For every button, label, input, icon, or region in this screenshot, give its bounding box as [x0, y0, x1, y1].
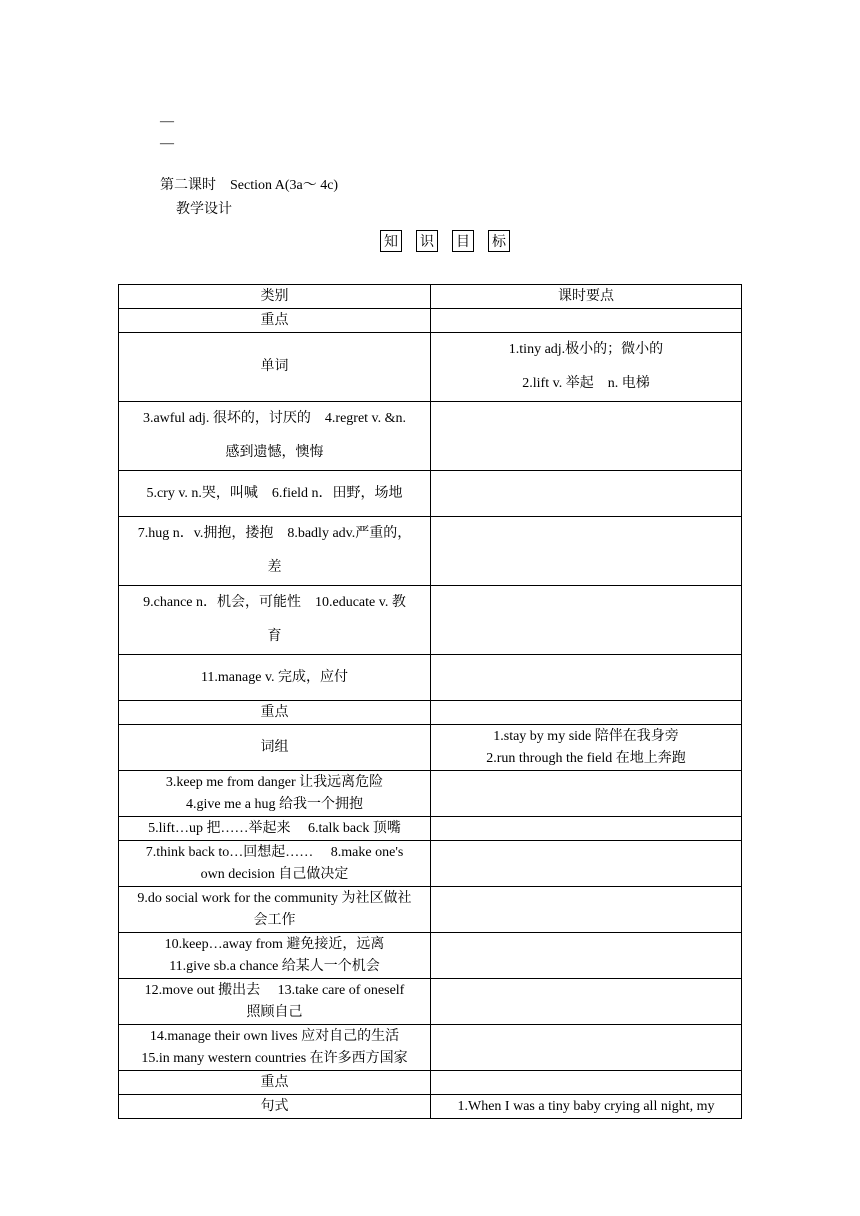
category-cell [119, 1025, 431, 1071]
key-points-cell [431, 517, 742, 586]
key-points-cell [431, 701, 742, 725]
cell-text-line: 7.hug n．v.拥抱，搂抱 8.badly adv.严重的， [137, 526, 412, 541]
heading-char-box: 知 [380, 230, 402, 252]
key-points-cell [431, 817, 742, 841]
table-row [119, 817, 742, 841]
section-subtitle: 教学设计 [176, 201, 232, 217]
heading-char-box: 标 [488, 230, 510, 252]
table-row [119, 586, 742, 655]
table-row [119, 1025, 742, 1071]
category-cell [119, 979, 431, 1025]
cell-text-line: 9.chance n．机会，可能性 10.educate v. 教 [143, 595, 406, 610]
category-cell [119, 841, 431, 887]
table-row [119, 471, 742, 517]
cell-text-line: 7.think back to…回想起…… 8.make one's [145, 844, 404, 860]
cell-text-line: 育 [267, 629, 282, 644]
category-cell [119, 309, 431, 333]
cell-text-line: 11.give sb.a chance 给某人一个机会 [169, 958, 380, 974]
key-points-cell [431, 1071, 742, 1095]
cell-text-line: 重点 [260, 312, 289, 328]
key-points-cell [431, 655, 742, 701]
knowledge-goal-heading [380, 230, 510, 252]
cell-text-line: 3.keep me from danger 让我远离危险 [165, 774, 384, 790]
category-cell [119, 771, 431, 817]
table-row [119, 701, 742, 725]
table-row [119, 402, 742, 471]
cell-text-line: 12.move out 搬出去 13.take care of oneself [144, 982, 405, 998]
key-points-cell [431, 1095, 742, 1119]
category-cell [119, 887, 431, 933]
key-points-cell [431, 586, 742, 655]
table-row [119, 887, 742, 933]
lesson-label: 第二课时 [160, 178, 216, 193]
table-row [119, 309, 742, 333]
category-cell [119, 701, 431, 725]
table-row [119, 933, 742, 979]
category-cell [119, 817, 431, 841]
category-cell [119, 725, 431, 771]
table-row [119, 771, 742, 817]
table-row [119, 841, 742, 887]
cell-text-line: 5.cry v. n.哭，叫喊 6.field n．田野，场地 [146, 485, 403, 501]
cell-text-line: 15.in many western countries 在许多西方国家 [141, 1050, 408, 1066]
cell-text-line: 感到遗憾，懊悔 [225, 445, 324, 460]
table-row [119, 1095, 742, 1119]
cell-text-line: 1.When I was a tiny baby crying all night, my [457, 1098, 715, 1114]
column-header-category: 类别 [119, 285, 431, 309]
cell-text-line: 2.run through the field 在地上奔跑 [486, 750, 686, 766]
cell-text-line: 词组 [260, 739, 289, 755]
cell-text-line: 句式 [260, 1098, 289, 1114]
category-cell [119, 1071, 431, 1095]
cell-text-line: 9.do social work for the community 为社区做社 [137, 890, 412, 906]
table-row [119, 1071, 742, 1095]
cell-text-line: 14.manage their own lives 应对自己的生活 [149, 1028, 400, 1044]
table-header-row [119, 285, 742, 309]
key-points-cell [431, 309, 742, 333]
cell-text-line: 4.give me a hug 给我一个拥抱 [186, 796, 363, 812]
dash-line: — [160, 136, 174, 151]
key-points-cell [431, 841, 742, 887]
cell-text-line: 照顾自己 [246, 1004, 303, 1020]
cell-text-line: 1.tiny adj.极小的；微小的 [508, 342, 664, 357]
category-cell [119, 402, 431, 471]
knowledge-table [118, 284, 742, 1119]
table-row [119, 725, 742, 771]
table-row [119, 979, 742, 1025]
column-header-key-points: 课时要点 [431, 285, 742, 309]
cell-text-line: 重点 [260, 704, 289, 720]
dash-line: — [160, 114, 174, 129]
table-row [119, 655, 742, 701]
cell-text-line: 1.stay by my side 陪伴在我身旁 [493, 728, 679, 744]
cell-text-line: 3.awful adj. 很坏的，讨厌的 4.regret v. &n. [142, 411, 407, 426]
cell-text-line: 11.manage v. 完成，应付 [200, 669, 349, 685]
category-cell [119, 933, 431, 979]
category-cell [119, 471, 431, 517]
lesson-heading [160, 174, 338, 194]
cell-text-line: 5.lift…up 把……举起来 6.talk back 顶嘴 [148, 820, 401, 836]
cell-text-line: 会工作 [253, 912, 296, 928]
key-points-cell [431, 471, 742, 517]
key-points-cell [431, 725, 742, 771]
section-label: Section A(3a～ 4c) [230, 178, 339, 193]
heading-char-box: 识 [416, 230, 438, 252]
key-points-cell [431, 402, 742, 471]
cell-text-line: 单词 [260, 359, 289, 374]
category-cell [119, 586, 431, 655]
table-row [119, 517, 742, 586]
key-points-cell [431, 979, 742, 1025]
table-row [119, 333, 742, 402]
key-points-cell [431, 1025, 742, 1071]
key-points-cell [431, 887, 742, 933]
cell-text-line: 差 [267, 560, 282, 575]
cell-text-line: 2.lift v. 举起 n. 电梯 [522, 376, 650, 391]
category-cell [119, 1095, 431, 1119]
cell-text-line: 10.keep…away from 避免接近，远离 [164, 936, 385, 952]
heading-char-box: 目 [452, 230, 474, 252]
key-points-cell [431, 771, 742, 817]
cell-text-line: 重点 [260, 1074, 289, 1090]
category-cell [119, 655, 431, 701]
category-cell [119, 517, 431, 586]
key-points-cell [431, 933, 742, 979]
key-points-cell [431, 333, 742, 402]
category-cell [119, 333, 431, 402]
cell-text-line: own decision 自己做决定 [200, 866, 349, 882]
